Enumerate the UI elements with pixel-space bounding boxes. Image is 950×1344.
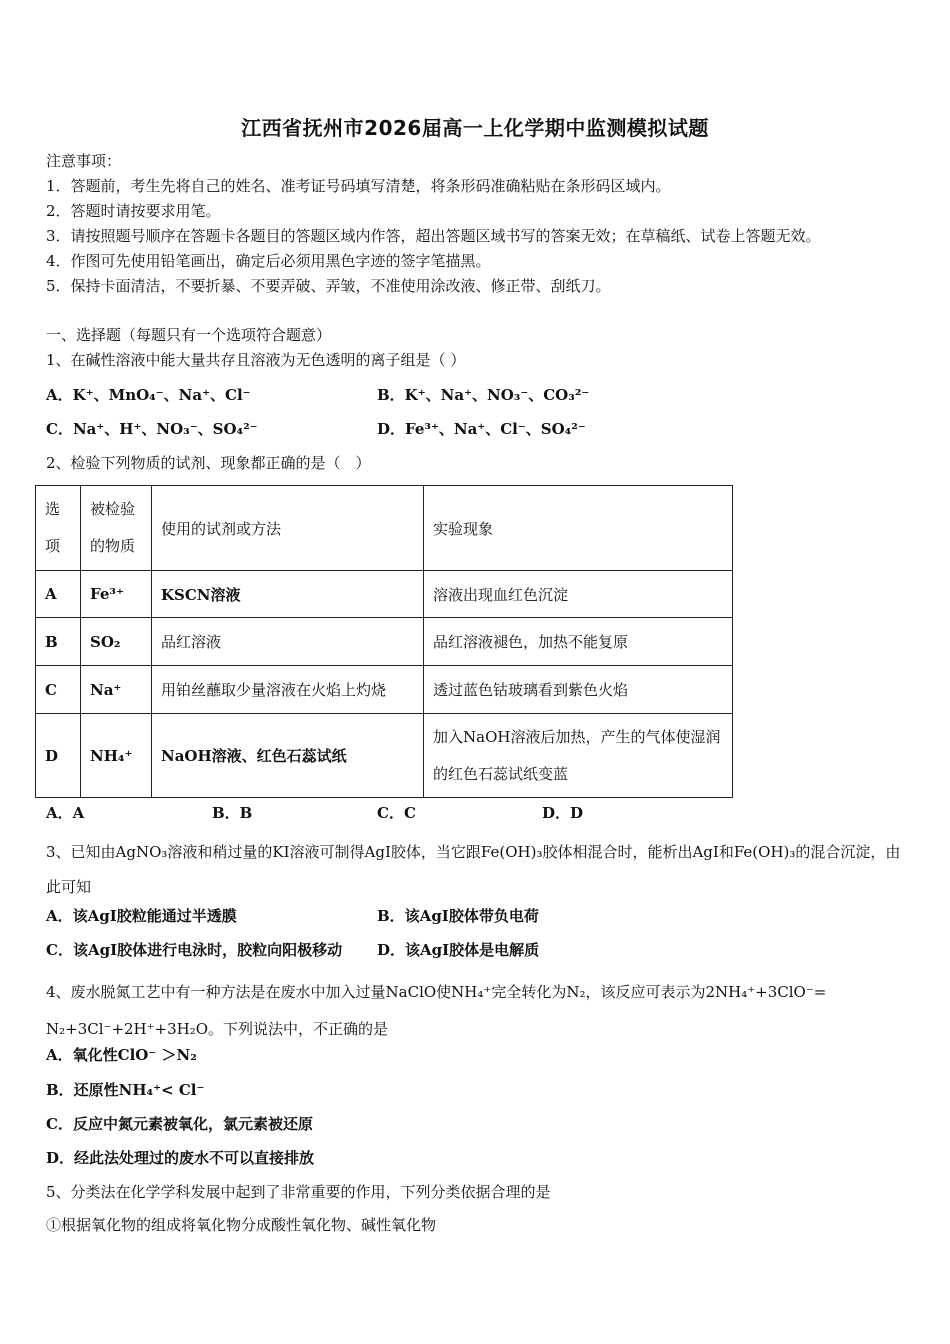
table-row [36,714,733,798]
q3-option-c: C．该AgI胶体进行电泳时，胶粒向阳极移动 [46,941,343,959]
q5-stem: 5、分类法在化学学科发展中起到了非常重要的作用，下列分类依据合理的是 [46,1183,551,1201]
q5-item-1: ①根据氧化物的组成将氧化物分成酸性氧化物、碱性氧化物 [46,1216,437,1234]
q4-option-a: A．氧化性ClO⁻ ＞N₂ [46,1046,197,1064]
q4-option-d: D．经此法处理过的废水不可以直接排放 [46,1149,315,1167]
q2-option-c: C．C [377,804,416,822]
header-phenomenon: 实验现象 [424,486,733,571]
q1-stem: 1、在碱性溶液中能大量共存且溶液为无色透明的离子组是（ ） [46,351,466,369]
row-phenomenon: 加入NaOH溶液后加热，产生的气体使湿润的红色石蕊试纸变蓝 [424,714,733,798]
q4-option-c: C．反应中氮元素被氧化，氯元素被还原 [46,1115,313,1133]
row-substance: Na⁺ [81,666,152,714]
row-reagent: 品红溶液 [152,618,424,666]
q4-option-b: B．还原性NH₄⁺< Cl⁻ [46,1081,205,1099]
row-option: C [36,666,81,714]
row-substance: Fe³⁺ [81,571,152,618]
q4-stem: 4、废水脱氮工艺中有一种方法是在废水中加入过量NaClO使NH₄⁺完全转化为N₂，该反应可表示为2NH₄⁺+3ClO⁻= N₂+3Cl⁻+2H⁺+3H₂O。下列说法中，不正确的是 [46,983,827,1038]
row-phenomenon: 品红溶液褪色，加热不能复原 [424,618,733,666]
header-option: 选项 [36,486,81,571]
row-substance: NH₄⁺ [81,714,152,798]
q1-option-d: D．Fe³⁺、Na⁺、Cl⁻、SO₄²⁻ [377,420,586,438]
section-heading: 一、选择题（每题只有一个选项符合题意） [46,326,332,344]
row-option: A [36,571,81,618]
table-row [36,618,733,666]
q3-stem: 3、已知由AgNO₃溶液和稍过量的KI溶液可制得AgI胶体，当它跟Fe(OH)₃胶体相混合时，能析出AgI和Fe(OH)₃的混合沉淀，由此可知 [46,843,901,896]
notice-heading: 注意事项： [46,152,122,170]
page-title: 江西省抚州市2026届高一上化学期中监测模拟试题 [241,116,709,140]
q1-option-c: C．Na⁺、H⁺、NO₃⁻、SO₄²⁻ [46,420,258,438]
header-substance: 被检验的物质 [81,486,152,571]
table-header-row [36,486,733,571]
notice-item-1: 1．答题前，考生先将自己的姓名、准考证号码填写清楚，将条形码准确粘贴在条形码区域内。 [46,177,671,195]
q1-option-a: A．K⁺、MnO₄⁻、Na⁺、Cl⁻ [46,386,251,404]
row-option: B [36,618,81,666]
q3-option-a: A．该AgI胶粒能通过半透膜 [46,907,237,925]
row-phenomenon: 透过蓝色钴玻璃看到紫色火焰 [424,666,733,714]
q2-option-b: B．B [212,804,253,822]
notice-item-2: 2．答题时请按要求用笔。 [46,202,221,220]
notice-item-5: 5．保持卡面清洁，不要折暴、不要弄破、弄皱，不准使用涂改液、修正带、刮纸刀。 [46,277,611,295]
row-substance: SO₂ [81,618,152,666]
q2-table [35,485,733,798]
table-row [36,666,733,714]
q2-option-d: D．D [542,804,584,822]
q1-option-b: B．K⁺、Na⁺、NO₃⁻、CO₃²⁻ [377,386,590,404]
q2-stem: 2、检验下列物质的试剂、现象都正确的是（ ） [46,454,371,472]
notice-item-3: 3．请按照题号顺序在答题卡各题目的答题区域内作答，超出答题区域书写的答案无效；在草稿纸、试卷上答题无效。 [46,227,821,245]
row-reagent: 用铂丝蘸取少量溶液在火焰上灼烧 [152,666,424,714]
q2-option-a: A．A [46,804,85,822]
q3-option-d: D．该AgI胶体是电解质 [377,941,540,959]
notice-item-4: 4．作图可先使用铅笔画出，确定后必须用黑色字迹的签字笔描黑。 [46,252,491,270]
q3-option-b: B．该AgI胶体带负电荷 [377,907,539,925]
row-phenomenon: 溶液出现血红色沉淀 [424,571,733,618]
row-reagent: KSCN溶液 [152,571,424,618]
table-row [36,571,733,618]
row-option: D [36,714,81,798]
header-reagent: 使用的试剂或方法 [152,486,424,571]
row-reagent: NaOH溶液、红色石蕊试纸 [152,714,424,798]
